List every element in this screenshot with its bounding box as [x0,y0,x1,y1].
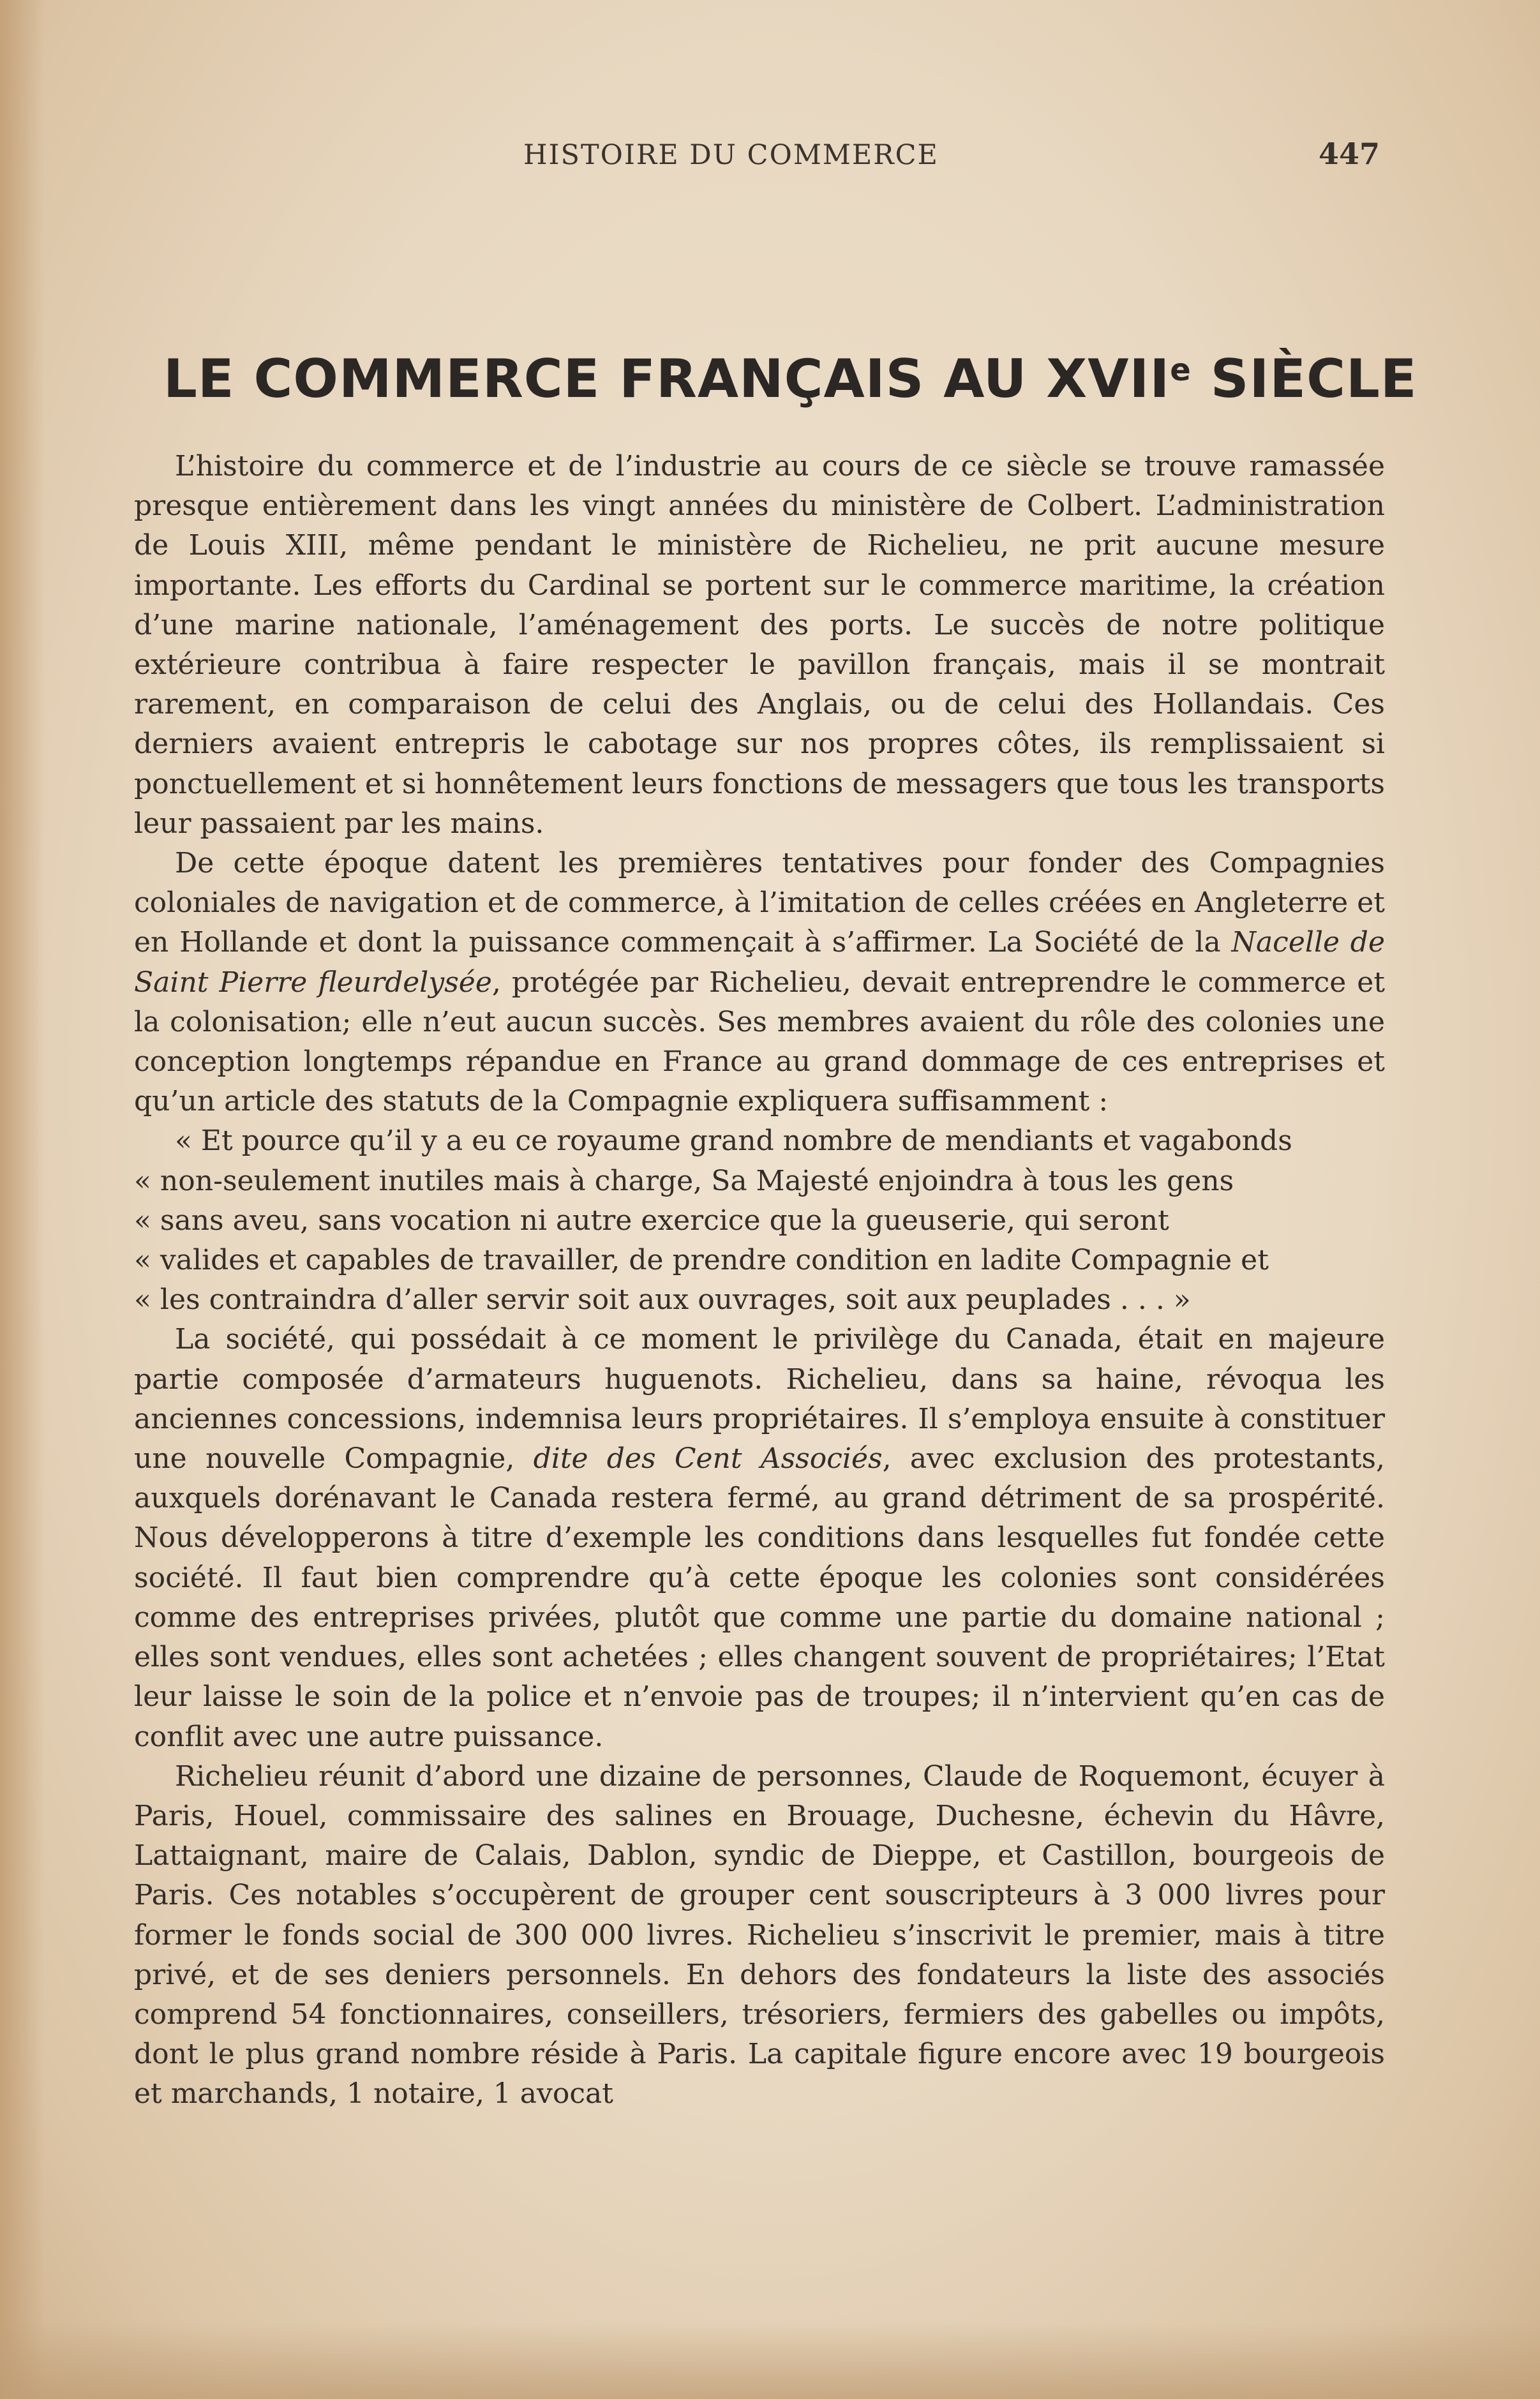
paragraph-2-part-b: , protégée par Richelieu, devait entreprendre le commerce et la colonisation; elle n’eut aucun succès. Ses membres avaient du rôle des colonies une conception longtemps répandue en France au grand dommage de ces entreprises et qu’un article des statuts de la Compagnie expliquera suffisamment : [134,966,1386,1118]
body-text [134,447,1385,2114]
paragraph-2-italic: Nacelle de Saint Pierre fleurdelysée [134,926,1385,999]
paragraph-3 [134,1320,1385,1756]
title-main: LE COMMERCE FRANÇAIS AU XVII [163,348,1170,410]
quote-line-1: « Et pource qu’il y a eu ce royaume grand nombre de mendiants et vagabonds [175,1125,1292,1158]
page-shadow-left [0,0,45,2399]
title-superscript: e [1170,352,1192,388]
paragraph-3-part-b: , avec exclusion des protestants, auxquels dorénavant le Canada restera fermé, au grand détriment de sa prospérité. Nous développerons à titre d’exemple les conditions dans lesquelles fut fondée cette société. Il faut bien comprendre qu’à cette époque les colonies sont considérées comme des entreprises privées, plutôt que comme une partie du domaine national ; elles sont vendues, elles sont achetées ; elles changent souvent de propriétaires; l’Etat leur laisse le soin de la police et n’envoie pas de troupes; il n’intervient qu’en cas de conflit avec une autre puissance. [134,1442,1385,1753]
running-head: HISTOIRE DU COMMERCE [523,139,939,171]
quote-line-4: « valides et capables de travailler, de prendre condition en ladite Compagnie et [134,1244,1269,1277]
quote-line-2: « non-seulement inutiles mais à charge, Sa Majesté enjoindra à tous les gens [134,1164,1234,1197]
paragraph-4: Richelieu réunit d’abord une dizaine de personnes, Claude de Roquemont, écuyer à Paris, Houel, commissaire des salines en Brouage, Duchesne, échevin du Hâvre, Lattaignant, maire de Calais, Dablon, syndic de Dieppe, et Castillon, bourgeois de Paris. Ces notables s’occupèrent de grouper cent souscripteurs à 3 000 livres pour former le fonds social de 300 000 livres. Richelieu s’inscrivit le premier, mais à titre privé, et de ses deniers personnels. En dehors des fondateurs la liste des associés comprend 54 fonctionnaires, conseillers, trésoriers, fermiers des gabelles ou impôts, dont le plus grand nombre réside à Paris. La capitale figure encore avec 19 bourgeois et marchands, 1 notaire, 1 avocat [134,1760,1385,2111]
paragraph-2-part-a: De cette époque datent les premières tentatives pour fonder des Compagnies coloniales de navigation et de commerce, à l’imitation de celles créées en Angleterre et en Hollande et dont la puissance commençait à s’affirmer. La Société de la [134,847,1385,959]
quote-line-5: « les contraindra d’aller servir soit aux ouvrages, soit aux peuplades . . . » [134,1283,1191,1317]
quote-line-3: « sans aveu, sans vocation ni autre exercice que la gueuserie, qui seront [134,1204,1169,1237]
paragraph-3-italic: dite des Cent Associés [533,1442,883,1476]
title-end: SIÈCLE [1191,348,1417,410]
paragraph-1: L’histoire du commerce et de l’industrie au cours de ce siècle se trouve ramassée presque entièrement dans les vingt années du ministère de Colbert. L’administration de Louis XIII, même pendant le ministère de Richelieu, ne prit aucune mesure importante. Les efforts du Cardinal se portent sur le commerce maritime, la création d’une marine nationale, l’aménagement des ports. Le succès de notre politique extérieure contribua à faire respecter le pavillon français, mais il se montrait rarement, en comparaison de celui des Anglais, ou de celui des Hollandais. Ces derniers avaient entrepris le cabotage sur nos propres côtes, ils remplissaient si ponctuellement et si honnêtement leurs fonctions de messagers que tous les transports leur passaient par les mains. [134,450,1385,840]
paragraph-3-part-a: La société, qui possédait à ce moment le privilège du Canada, était en majeure partie composée d’armateurs huguenots. Richelieu, dans sa haine, révoqua les anciennes concessions, indemnisa leurs propriétaires. Il s’employa ensuite à constituer une nouvelle Compagnie, [134,1323,1385,1476]
chapter-title [163,348,1417,410]
page-shadow-bottom [0,2322,1540,2399]
paragraph-2 [134,844,1385,1121]
page-number: 447 [1319,137,1380,171]
